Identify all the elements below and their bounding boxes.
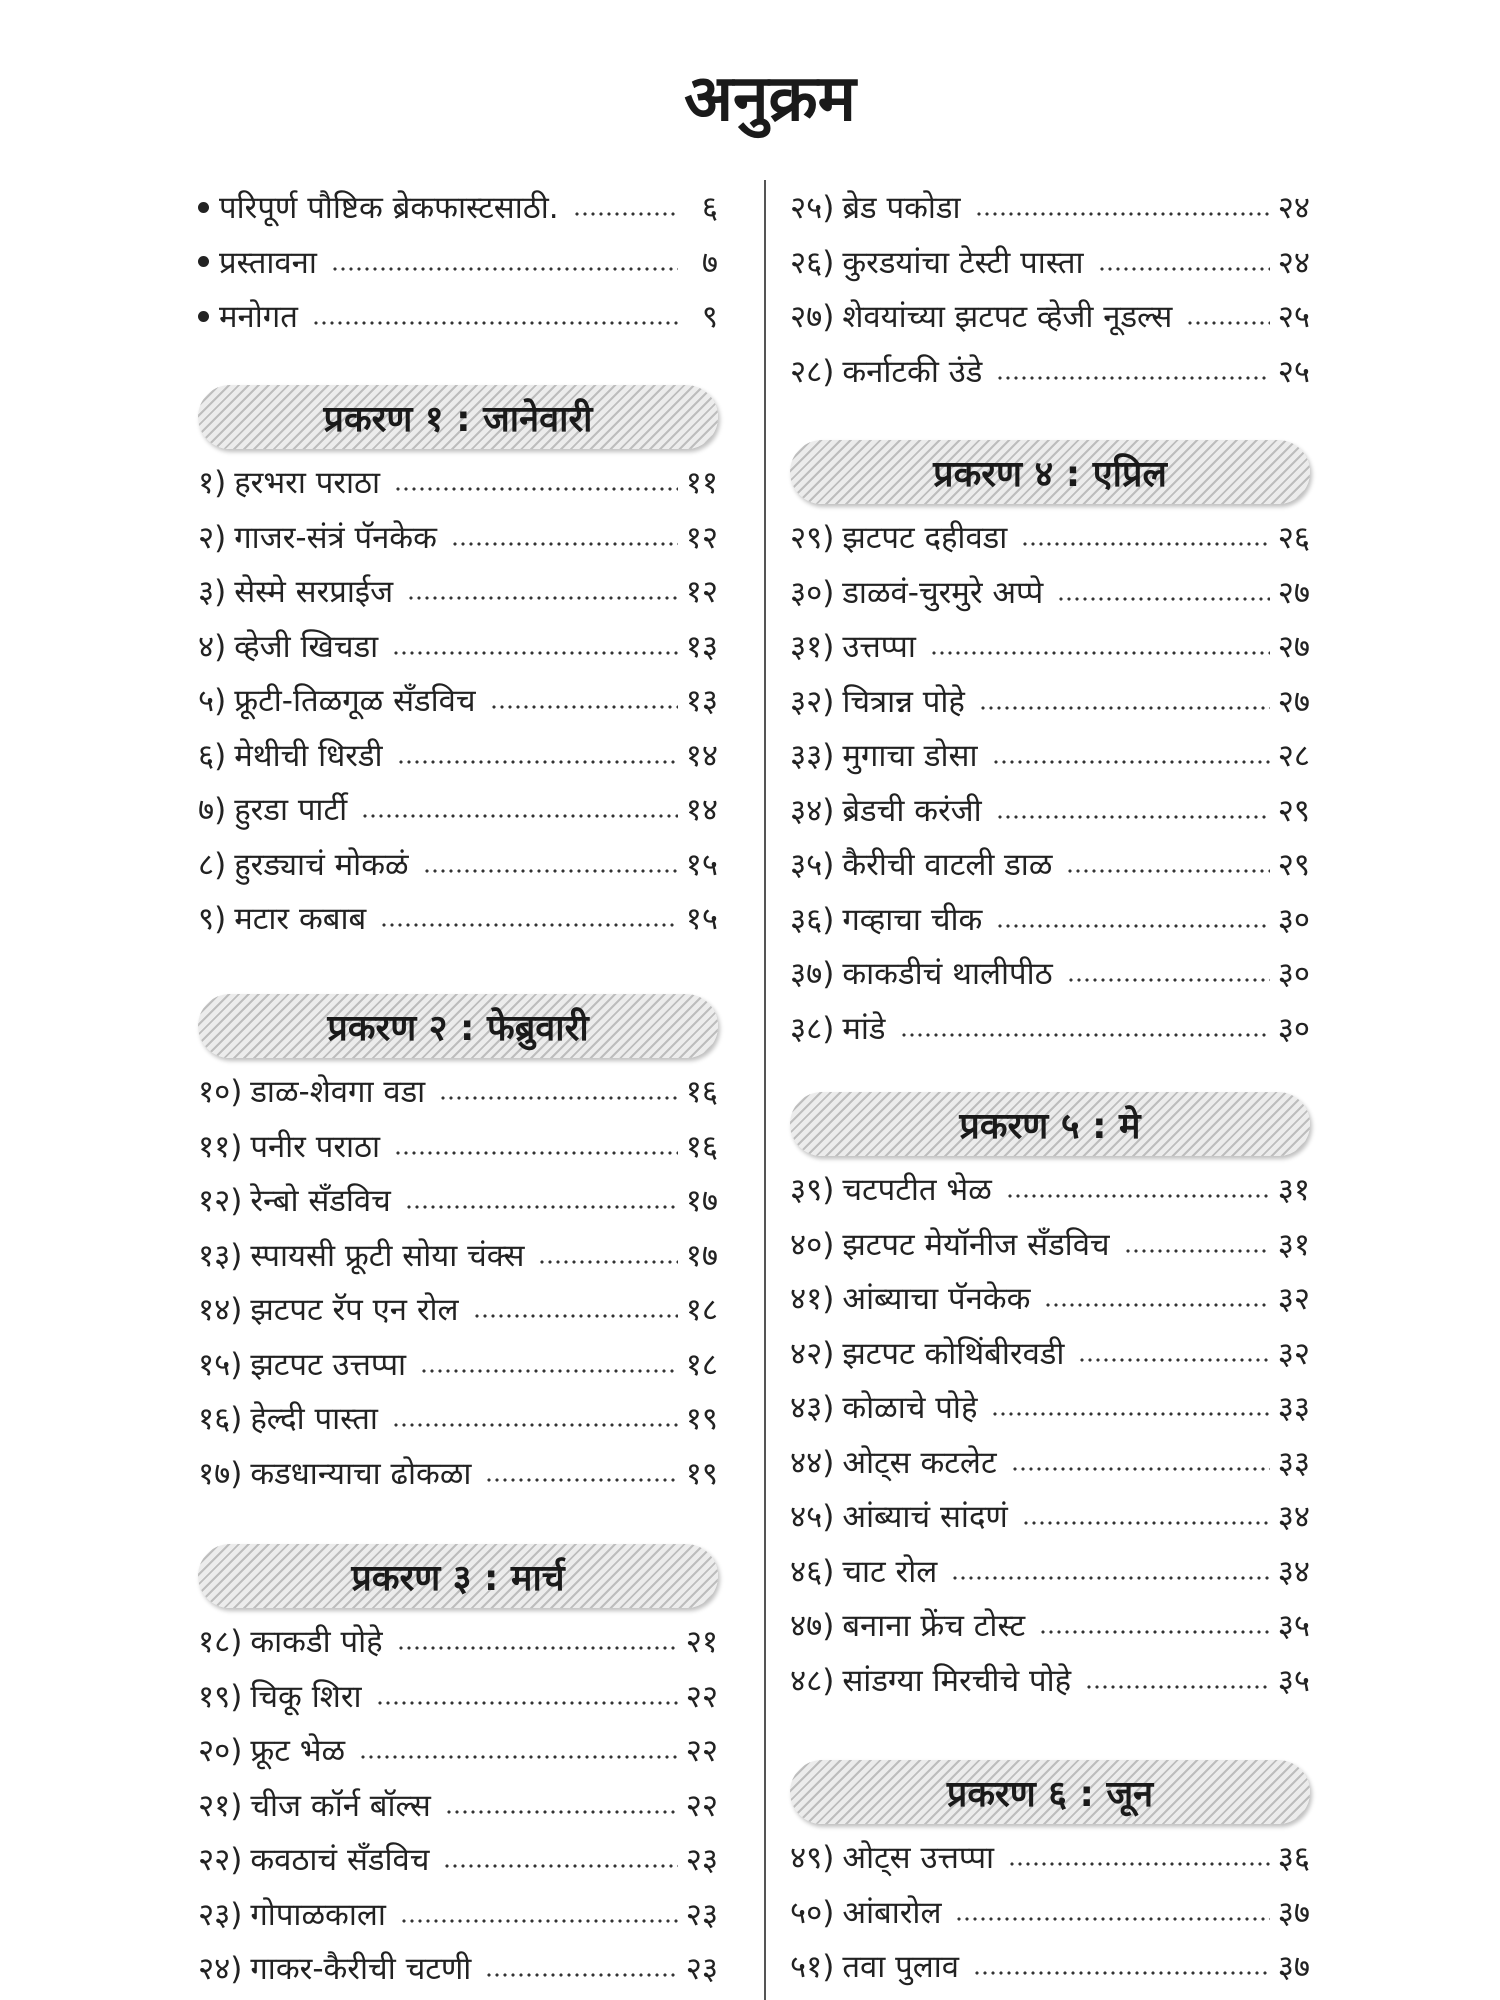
leader-dots [1098,266,1270,272]
leader-dots [973,1970,1270,1976]
entry-page-number: २७ [1277,574,1310,611]
entry-page-number: २२ [685,1787,718,1824]
entry-page-number: २८ [1277,738,1310,775]
entry-number: ४२) [790,1335,835,1372]
entry-number: १३) [198,1237,243,1274]
entry-number: ३५) [790,847,835,884]
chapter-5 [790,1092,1310,1707]
chapter-2 [198,994,718,1500]
toc-entry[interactable] [790,1830,1310,1885]
leader-dots [392,1422,678,1428]
entry-number: २८) [790,353,835,390]
chapter-3-continued [790,180,1310,398]
chapter-heading: प्रकरण २ : फेब्रुवारी [198,994,718,1058]
entry-title: उत्तप्पा [842,629,916,666]
entry-number: २२) [198,1842,243,1879]
entry-page-number: १८ [685,1346,718,1383]
entry-title: आंब्याचा पॅनकेक [842,1281,1031,1318]
leader-dots [400,1918,678,1924]
entry-number: ३८) [790,1010,835,1047]
entry-page-number: १२ [685,574,718,611]
toc-entry[interactable] [198,891,718,946]
leader-dots [1078,1357,1270,1363]
leader-dots [1057,596,1270,602]
entry-title: झटपट कोथिंबीरवडी [842,1335,1065,1372]
entry-number: २६) [790,244,835,281]
entry-page-number: २२ [685,1678,718,1715]
entry-page-number: २५ [1277,299,1310,336]
toc-entry[interactable] [790,1271,1310,1326]
entry-title: फ्रूटी-तिळगूळ सँडविच [234,683,476,720]
entry-title: शेवयांच्या झटपट व्हेजी नूडल्स [842,299,1173,336]
toc-entry[interactable] [790,1435,1310,1490]
leader-dots [1022,1520,1270,1526]
entry-title: रेन्बो सँडविच [250,1183,391,1220]
entry-title: हुरड्याचं मोकळं [234,846,409,883]
leader-dots [1186,320,1270,326]
toc-entry[interactable] [790,946,1310,1001]
entry-number: ३४) [790,792,835,829]
entry-title: मटार कबाब [234,901,367,938]
entry-number: ४१) [790,1281,835,1318]
toc-entry[interactable] [198,1064,718,1119]
entry-title: प्रस्तावना [219,244,317,281]
entry-page-number: ३४ [1277,1499,1310,1536]
entry-number: ५) [198,683,227,720]
entry-number: ५०) [790,1894,835,1931]
entry-title: झटपट दहीवडा [842,520,1008,557]
leader-dots [538,1259,678,1265]
entry-number: ३३) [790,738,835,775]
entry-number: १) [198,465,227,502]
entry-title: सेस्मे सरप्राईज [234,574,394,611]
entry-title: चित्रान्न पोहे [842,683,965,720]
entry-page-number: ३७ [1277,1894,1310,1931]
toc-entry[interactable] [790,1885,1310,1940]
leader-dots [991,1411,1270,1417]
entry-page-number: १९ [685,1401,718,1438]
bullet-icon [198,202,209,213]
leader-dots [996,923,1270,929]
entry-page-number: ३५ [1277,1662,1310,1699]
entry-title: मेथीची धिरडी [234,737,383,774]
entry-page-number: ३२ [1277,1335,1310,1372]
entry-title: ओट्स कटलेट [842,1444,997,1481]
leader-dots [979,705,1270,711]
toc-entry[interactable] [790,289,1310,344]
leader-dots [1011,1466,1270,1472]
leader-dots [331,266,678,272]
toc-entry[interactable] [198,564,718,619]
entry-number: ३६) [790,901,835,938]
entry-title: गाजर-संत्रं पॅनकेक [234,519,437,556]
entry-page-number: ३० [1277,901,1310,938]
entry-page-number: १२ [685,519,718,556]
entry-title: सांडग्या मिरचीचे पोहे [842,1662,1072,1699]
toc-entry[interactable] [198,782,718,837]
chapter-heading: प्रकरण ४ : एप्रिल [790,440,1310,504]
leader-dots [439,1095,678,1101]
entry-title: काकडीचं थालीपीठ [842,956,1053,993]
toc-entry[interactable] [790,1380,1310,1435]
toc-entry[interactable] [198,1446,718,1501]
entry-number: ४०) [790,1226,835,1263]
chapter-heading: प्रकरण ६ : जून [790,1760,1310,1824]
entry-number: २३) [198,1896,243,1933]
leader-dots [1066,868,1270,874]
leader-dots [394,1150,678,1156]
toc-entry[interactable] [790,510,1310,565]
entry-number: ८) [198,846,227,883]
entry-number: ११) [198,1128,243,1165]
entry-number: १९) [198,1678,243,1715]
entry-page-number: १५ [685,846,718,883]
toc-entry[interactable] [790,1598,1310,1653]
toc-entry[interactable] [198,235,718,290]
entry-page-number: ३४ [1277,1553,1310,1590]
toc-entry[interactable] [198,1832,718,1887]
entry-page-number: ९ [701,299,718,336]
entry-page-number: १४ [685,737,718,774]
entry-page-number: २३ [685,1951,718,1988]
leader-dots [490,704,678,710]
toc-entry[interactable] [198,289,718,344]
entry-number: २१) [198,1787,243,1824]
entry-title: कुरडयांचा टेस्टी पास्ता [842,244,1084,281]
entry-title: चिकू शिरा [250,1678,362,1715]
entry-number: ४७) [790,1608,835,1645]
entry-title: कोळाचे पोहे [842,1390,978,1427]
entry-number: १७) [198,1455,243,1492]
entry-page-number: १८ [685,1292,718,1329]
leader-dots [392,650,678,656]
entry-page-number: २३ [685,1842,718,1879]
entry-page-number: २९ [1277,847,1310,884]
leader-dots [443,1863,678,1869]
toc-entry[interactable] [790,1653,1310,1708]
entry-title: काकडी पोहे [250,1624,383,1661]
entry-number: ४) [198,628,227,665]
intro-list [198,180,718,344]
leader-dots [930,650,1270,656]
entry-page-number: ६ [701,190,718,227]
toc-entry[interactable] [198,1282,718,1337]
entry-number: ४५) [790,1499,835,1536]
leader-dots [1085,1684,1270,1690]
toc-entry[interactable] [198,1119,718,1174]
entry-title: मनोगत [219,299,298,336]
entry-page-number: १७ [685,1183,718,1220]
leader-dots [394,486,678,492]
entry-title: व्हेजी खिचडा [234,628,379,665]
leader-dots [485,1972,678,1978]
entry-page-number: ३३ [1277,1390,1310,1427]
toc-entry[interactable] [198,180,718,235]
leader-dots [1006,1193,1270,1199]
entry-number: ३१) [790,629,835,666]
entry-page-number: ३७ [1277,1949,1310,1986]
toc-entry[interactable] [790,1489,1310,1544]
entry-page-number: २६ [1277,520,1310,557]
entry-number: ४३) [790,1390,835,1427]
entry-number: ३) [198,574,227,611]
leader-dots [407,595,678,601]
entry-number: २४) [198,1951,243,1988]
entry-page-number: ३१ [1277,1172,1310,1209]
entry-number: १६) [198,1401,243,1438]
entry-title: झटपट उत्तप्पा [250,1346,407,1383]
entry-title: ओट्स उत्तप्पा [842,1840,995,1877]
leader-dots [955,1916,1270,1922]
entry-title: गोपाळकाला [250,1896,386,1933]
entry-title: डाळवं-चुरमुरे अप्पे [842,574,1044,611]
entry-page-number: २७ [1277,629,1310,666]
leader-dots [420,1368,678,1374]
entry-title: आंबारोल [842,1894,942,1931]
leader-dots [445,1809,678,1815]
entry-number: ४४) [790,1444,835,1481]
chapter-6 [790,1760,1310,1994]
entry-title: हरभरा पराठा [234,465,381,502]
entry-title: डाळ-शेवगा वडा [250,1074,426,1111]
entry-title: कडधान्याचा ढोकळा [250,1455,472,1492]
toc-entry[interactable] [198,728,718,783]
entry-page-number: १६ [685,1128,718,1165]
toc-entry[interactable] [790,235,1310,290]
entry-title: आंब्याचं सांदणं [842,1499,1008,1536]
entry-title: मुगाचा डोसा [842,738,978,775]
leader-dots [312,320,678,326]
leader-dots [423,868,678,874]
entry-title: चीज कॉर्न बॉल्स [250,1787,431,1824]
column-divider [764,180,766,2000]
toc-entry[interactable] [790,344,1310,399]
entry-page-number: ११ [685,465,718,502]
entry-number: १५) [198,1346,243,1383]
chapter-heading: प्रकरण ५ : मे [790,1092,1310,1156]
entry-number: ४९) [790,1840,835,1877]
entry-number: २९) [790,520,835,557]
leader-dots [1044,1302,1270,1308]
entry-title: गव्हाचा चीक [842,901,983,938]
toc-entry[interactable] [790,783,1310,838]
leader-dots [397,1645,678,1651]
chapter-heading: प्रकरण १ : जानेवारी [198,385,718,449]
entry-number: ४८) [790,1662,835,1699]
entry-number: १०) [198,1074,243,1111]
entry-page-number: २५ [1277,353,1310,390]
toc-entry[interactable] [790,728,1310,783]
toc-entry[interactable] [198,1723,718,1778]
entry-page-number: २२ [685,1733,718,1770]
entry-number: ३२) [790,683,835,720]
entry-title: पनीर पराठा [250,1128,381,1165]
toc-entry[interactable] [198,673,718,728]
entry-title: परिपूर्ण पौष्टिक ब्रेकफास्टसाठी. [219,190,559,227]
entry-number: ३०) [790,574,835,611]
leader-dots [473,1313,678,1319]
entry-title: कवठाचं सँडविच [250,1842,430,1879]
entry-number: १८) [198,1624,243,1661]
entry-title: ब्रेड पकोडा [842,190,961,227]
entry-title: ब्रेडची करंजी [842,792,982,829]
entry-number: २) [198,519,227,556]
chapter-3 [198,1544,718,1996]
toc-entry[interactable] [790,1939,1310,1994]
leader-dots [361,813,678,819]
toc-entry[interactable] [198,1669,718,1724]
chapter-heading: प्रकरण ३ : मार्च [198,1544,718,1608]
entry-page-number: १४ [685,792,718,829]
entry-title: हेल्दी पास्ता [250,1401,378,1438]
entry-page-number: १६ [685,1074,718,1111]
toc-entry[interactable] [198,1391,718,1446]
entry-title: चटपटीत भेळ [842,1172,992,1209]
chapter-1 [198,385,718,946]
leader-dots [1021,541,1270,547]
leader-dots [951,1575,1270,1581]
toc-entry[interactable] [198,837,718,892]
toc-entry[interactable] [198,619,718,674]
entry-number: १२) [198,1183,243,1220]
entry-number: २७) [790,299,835,336]
entry-page-number: ३५ [1277,1608,1310,1645]
leader-dots [996,375,1270,381]
toc-entry[interactable] [198,1337,718,1392]
leader-dots [451,541,678,547]
entry-page-number: ३० [1277,956,1310,993]
toc-entry[interactable] [198,1941,718,1996]
leader-dots [1008,1861,1270,1867]
entry-title: हुरडा पार्टी [234,792,348,829]
leader-dots [992,759,1270,765]
entry-page-number: ३३ [1277,1444,1310,1481]
toc-entry[interactable] [790,1544,1310,1599]
toc-entry[interactable] [790,1001,1310,1056]
bullet-icon [198,311,209,322]
leader-dots [573,211,678,217]
leader-dots [1067,977,1270,983]
entry-title: झटपट रॅप एन रोल [250,1292,459,1329]
toc-entry[interactable] [790,619,1310,674]
toc-entry[interactable] [790,565,1310,620]
entry-page-number: १५ [685,901,718,938]
entry-title: तवा पुलाव [842,1949,960,1986]
toc-entry[interactable] [790,1217,1310,1272]
entry-number: ३७) [790,956,835,993]
entry-number: ७) [198,792,227,829]
entry-page-number: ७ [701,244,718,281]
entry-number: ३९) [790,1172,835,1209]
entry-title: कर्नाटकी उंडे [842,353,983,390]
entry-title: स्पायसी फ्रूटी सोया चंक्स [250,1237,525,1274]
entry-number: ५१) [790,1949,835,1986]
toc-entry[interactable] [198,1778,718,1833]
toc-entry[interactable] [198,455,718,510]
toc-entry[interactable] [790,1326,1310,1381]
toc-entry[interactable] [790,892,1310,947]
entry-page-number: ३१ [1277,1226,1310,1263]
entry-page-number: २१ [685,1624,718,1661]
entry-title: फ्रूट भेळ [250,1733,346,1770]
toc-entry[interactable] [198,1887,718,1942]
bullet-icon [198,256,209,267]
entry-title: मांडे [842,1010,886,1047]
leader-dots [900,1032,1271,1038]
toc-entry[interactable] [198,510,718,565]
leader-dots [376,1700,678,1706]
entry-number: ४६) [790,1553,835,1590]
entry-title: झटपट मेयॉनीज सँडविच [842,1226,1110,1263]
chapter-4 [790,440,1310,1055]
leader-dots [405,1204,678,1210]
entry-page-number: २९ [1277,792,1310,829]
toc-entry[interactable] [198,1173,718,1228]
entry-page-number: २३ [685,1896,718,1933]
entry-page-number: १७ [685,1237,718,1274]
entry-page-number: ३० [1277,1010,1310,1047]
toc-entry[interactable] [790,180,1310,235]
entry-page-number: १३ [685,683,718,720]
entry-number: ९) [198,901,227,938]
leader-dots [485,1477,678,1483]
entry-page-number: १९ [685,1455,718,1492]
entry-page-number: ३६ [1277,1840,1310,1877]
leader-dots [1039,1629,1270,1635]
leader-dots [397,759,678,765]
entry-title: कैरीची वाटली डाळ [842,847,1053,884]
leader-dots [1124,1248,1270,1254]
entry-page-number: २४ [1277,244,1310,281]
toc-entry[interactable] [790,1162,1310,1217]
entry-page-number: २७ [1277,683,1310,720]
leader-dots [996,814,1270,820]
toc-entry[interactable] [790,674,1310,729]
entry-number: ६) [198,737,227,774]
toc-entry[interactable] [198,1614,718,1669]
entry-title: गाकर-कैरीची चटणी [250,1951,472,1988]
entry-title: बनाना फ्रेंच टोस्ट [842,1608,1026,1645]
entry-number: २५) [790,190,835,227]
entry-title: चाट रोल [842,1553,938,1590]
leader-dots [975,211,1270,217]
entry-page-number: २४ [1277,190,1310,227]
leader-dots [359,1754,678,1760]
entry-page-number: ३२ [1277,1281,1310,1318]
page-title: अनुक्रम [684,62,856,136]
entry-page-number: १३ [685,628,718,665]
entry-number: २०) [198,1733,243,1770]
toc-entry[interactable] [790,837,1310,892]
toc-entry[interactable] [198,1228,718,1283]
leader-dots [380,922,678,928]
entry-number: १४) [198,1292,243,1329]
